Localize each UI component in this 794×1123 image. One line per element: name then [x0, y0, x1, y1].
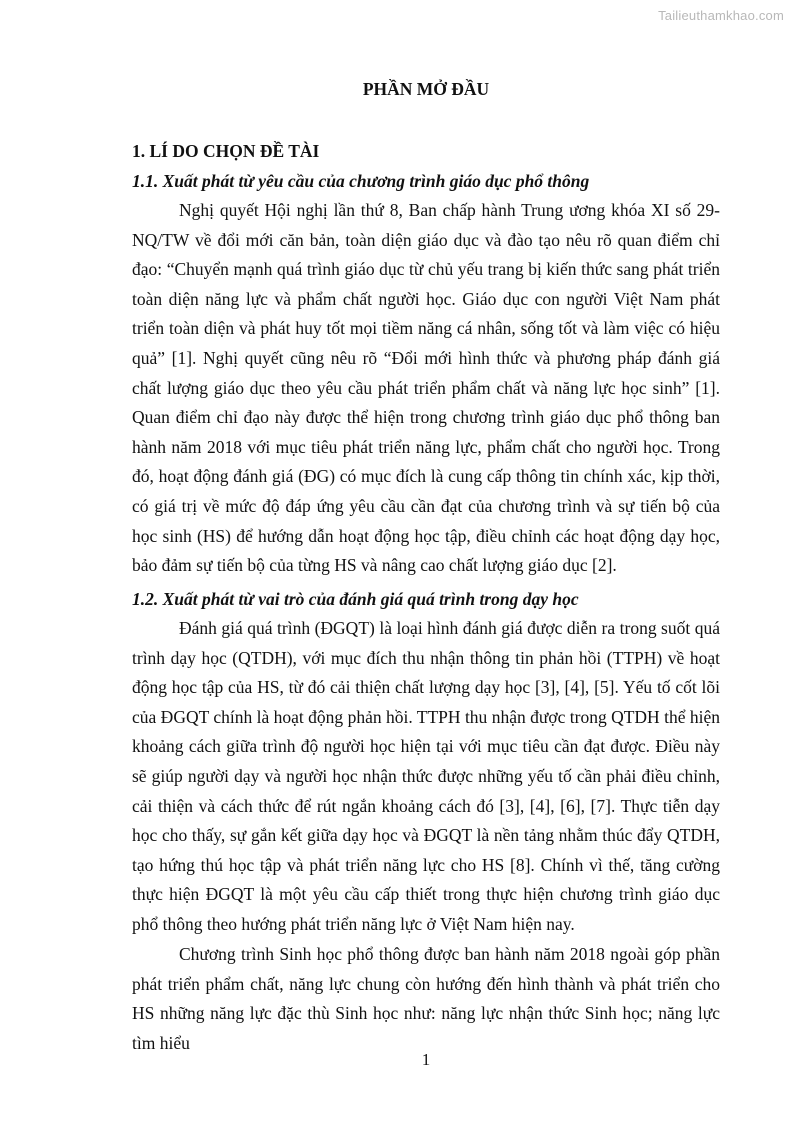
- section-heading-1: 1. LÍ DO CHỌN ĐỀ TÀI: [132, 141, 320, 161]
- document-title: PHẦN MỞ ĐẦU: [362, 79, 490, 99]
- watermark-text: Tailieuthamkhao.com: [658, 8, 784, 23]
- page-number: 1: [421, 1050, 431, 1069]
- paragraph-3: Chương trình Sinh học phổ thông được ban hành năm 2018 ngoài góp phần phát triển phẩm chất, năng lực chung còn hướng đến hình thành và phát triển cho HS những năng lực đặc thù Sinh học như: năng lực nhận thức Sinh học; năng lực tìm hiểu: [132, 944, 720, 1053]
- subsection-heading-1-1: 1.1. Xuất phát từ yêu cầu của chương trình giáo dục phổ thông: [132, 171, 590, 191]
- paragraph-1: Nghị quyết Hội nghị lần thứ 8, Ban chấp hành Trung ương khóa XI số 29-NQ/TW về đổi mới căn bản, toàn diện giáo dục và đào tạo nêu rõ quan điểm chỉ đạo: “Chuyển mạnh quá trình giáo dục từ chủ yếu trang bị kiến thức sang phát triển toàn diện năng lực và phẩm chất người học. Giáo dục con người Việt Nam phát triển toàn diện và phát huy tốt mọi tiềm năng cá nhân, sống tốt và làm việc có hiệu quả” [1]. Nghị quyết cũng nêu rõ “Đổi mới hình thức và phương pháp đánh giá chất lượng giáo dục theo yêu cầu phát triển phẩm chất và năng lực học sinh” [1]. Quan điểm chỉ đạo này được thể hiện trong chương trình giáo dục phổ thông ban hành năm 2018 với mục tiêu phát triển năng lực, phẩm chất cho người học. Trong đó, hoạt động đánh giá (ĐG) có mục đích là cung cấp thông tin chính xác, kịp thời, có giá trị về mức độ đáp ứng yêu cầu cần đạt của chương trình và sự tiến bộ của học sinh (HS) để hướng dẫn hoạt động học tập, điều chỉnh các hoạt động dạy học, bảo đảm sự tiến bộ của từng HS và nâng cao chất lượng giáo dục [2].: [132, 200, 720, 576]
- subsection-heading-1-2: 1.2. Xuất phát từ vai trò của đánh giá quá trình trong dạy học: [132, 589, 579, 609]
- paragraph-2: Đánh giá quá trình (ĐGQT) là loại hình đánh giá được diễn ra trong suốt quá trình dạy học (QTDH), với mục đích thu nhận thông tin phản hồi (TTPH) về hoạt động học tập của HS, từ đó cải thiện chất lượng dạy học [3], [4], [5]. Yếu tố cốt lõi của ĐGQT chính là hoạt động phản hồi. TTPH thu nhận được trong QTDH thể hiện khoảng cách giữa trình độ người học hiện tại với mục tiêu cần đạt được. Điều này sẽ giúp người dạy và người học nhận thức được những yếu tố cần phải điều chỉnh, cải thiện và cách thức để rút ngắn khoảng cách đó [3], [4], [6], [7]. Thực tiễn dạy học cho thấy, sự gắn kết giữa dạy học và ĐGQT là nền tảng nhằm thúc đẩy QTDH, tạo hứng thú học tập và phát triển năng lực cho HS [8]. Chính vì thế, tăng cường thực hiện ĐGQT là một yêu cầu cấp thiết trong thực hiện chương trình giáo dục phổ thông theo hướng phát triển năng lực ở Việt Nam hiện nay.: [132, 618, 720, 934]
